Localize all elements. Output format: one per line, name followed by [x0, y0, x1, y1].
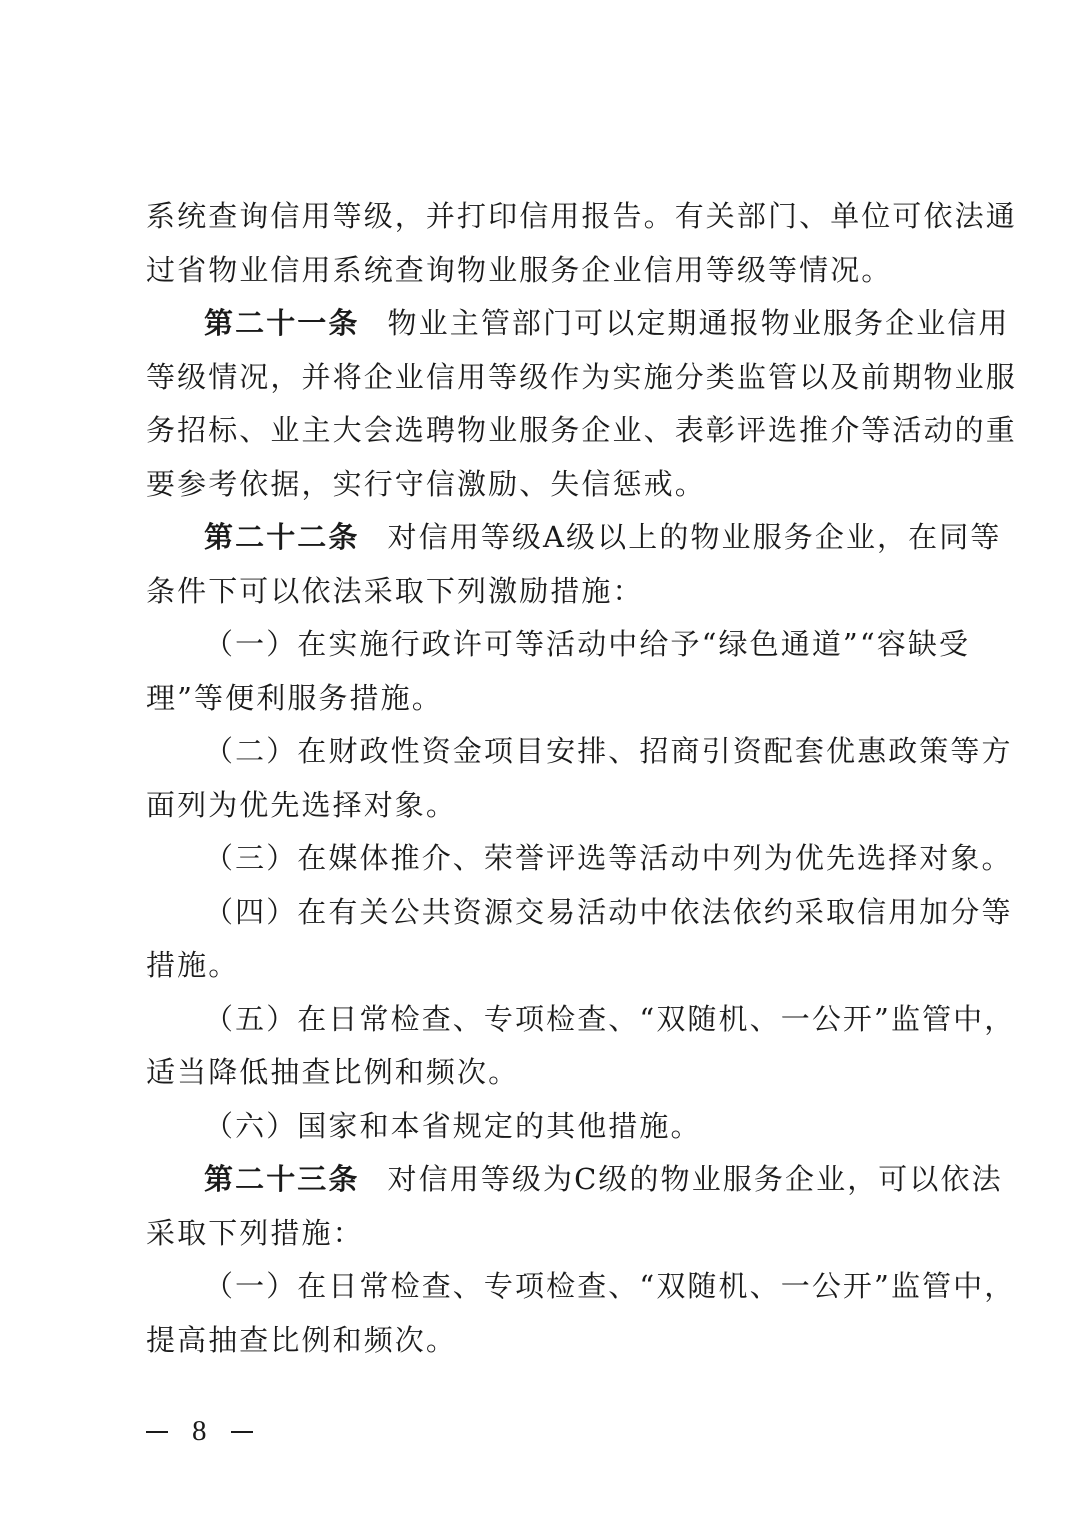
text-line: 措施。 [146, 948, 240, 982]
text-line: 采取下列措施： [146, 1215, 364, 1250]
article-heading: 第二十一条 [204, 306, 360, 340]
text-line: 条件下可以依法采取下列激励措施： [146, 573, 644, 608]
footer-dash-left [146, 1431, 168, 1433]
page-number: 8 [192, 1415, 207, 1447]
text-line: 适当降低抽查比例和频次。 [146, 1055, 520, 1089]
text-line: 过省物业信用系统查询物业服务企业信用等级等情况。 [146, 252, 893, 287]
text-line: 等级情况，并将企业信用等级作为实施分类监管以及前期物业服 [146, 359, 1017, 394]
article-21 [146, 297, 1010, 351]
text-line: 系统查询信用等级，并打印信用报告。有关部门、单位可依法通 [146, 199, 1017, 233]
list-item: （二）在财政性资金项目安排、招商引资配套优惠政策等方 [204, 734, 1013, 768]
list-item: （五）在日常检查、专项检查、“双随机、一公开”监管中， [204, 1001, 1016, 1036]
article-heading: 第二十三条 [204, 1162, 360, 1196]
text-line: 面列为优先选择对象。 [146, 787, 458, 822]
list-item: （六）国家和本省规定的其他措施。 [204, 1108, 702, 1143]
text-line: 提高抽查比例和频次。 [146, 1322, 458, 1357]
list-item: （一）在日常检查、专项检查、“双随机、一公开”监管中， [204, 1269, 1016, 1303]
article-heading: 第二十二条 [204, 520, 360, 554]
text-line: 要参考依据，实行守信激励、失信惩戒。 [146, 466, 706, 501]
document-body [146, 190, 1017, 1367]
article-text: 对信用等级为C级的物业服务企业，可以依法 [387, 1162, 1003, 1196]
article-22 [146, 511, 1002, 565]
text-line: 务招标、业主大会选聘物业服务企业、表彰评选推介等活动的重 [146, 413, 1017, 447]
article-text: 物业主管部门可以定期通报物业服务企业信用 [387, 306, 1010, 340]
list-item: （三）在媒体推介、荣誉评选等活动中列为优先选择对象。 [204, 841, 1013, 875]
list-item: （四）在有关公共资源交易活动中依法依约采取信用加分等 [204, 894, 1013, 929]
page-footer [146, 1410, 253, 1451]
list-item: （一）在实施行政许可等活动中给予“绿色通道”“容缺受 [204, 627, 971, 661]
footer-dash-right [231, 1431, 253, 1433]
text-line: 理”等便利服务措施。 [146, 680, 443, 715]
article-text: 对信用等级A级以上的物业服务企业，在同等 [387, 520, 1002, 554]
article-23 [146, 1153, 1003, 1207]
